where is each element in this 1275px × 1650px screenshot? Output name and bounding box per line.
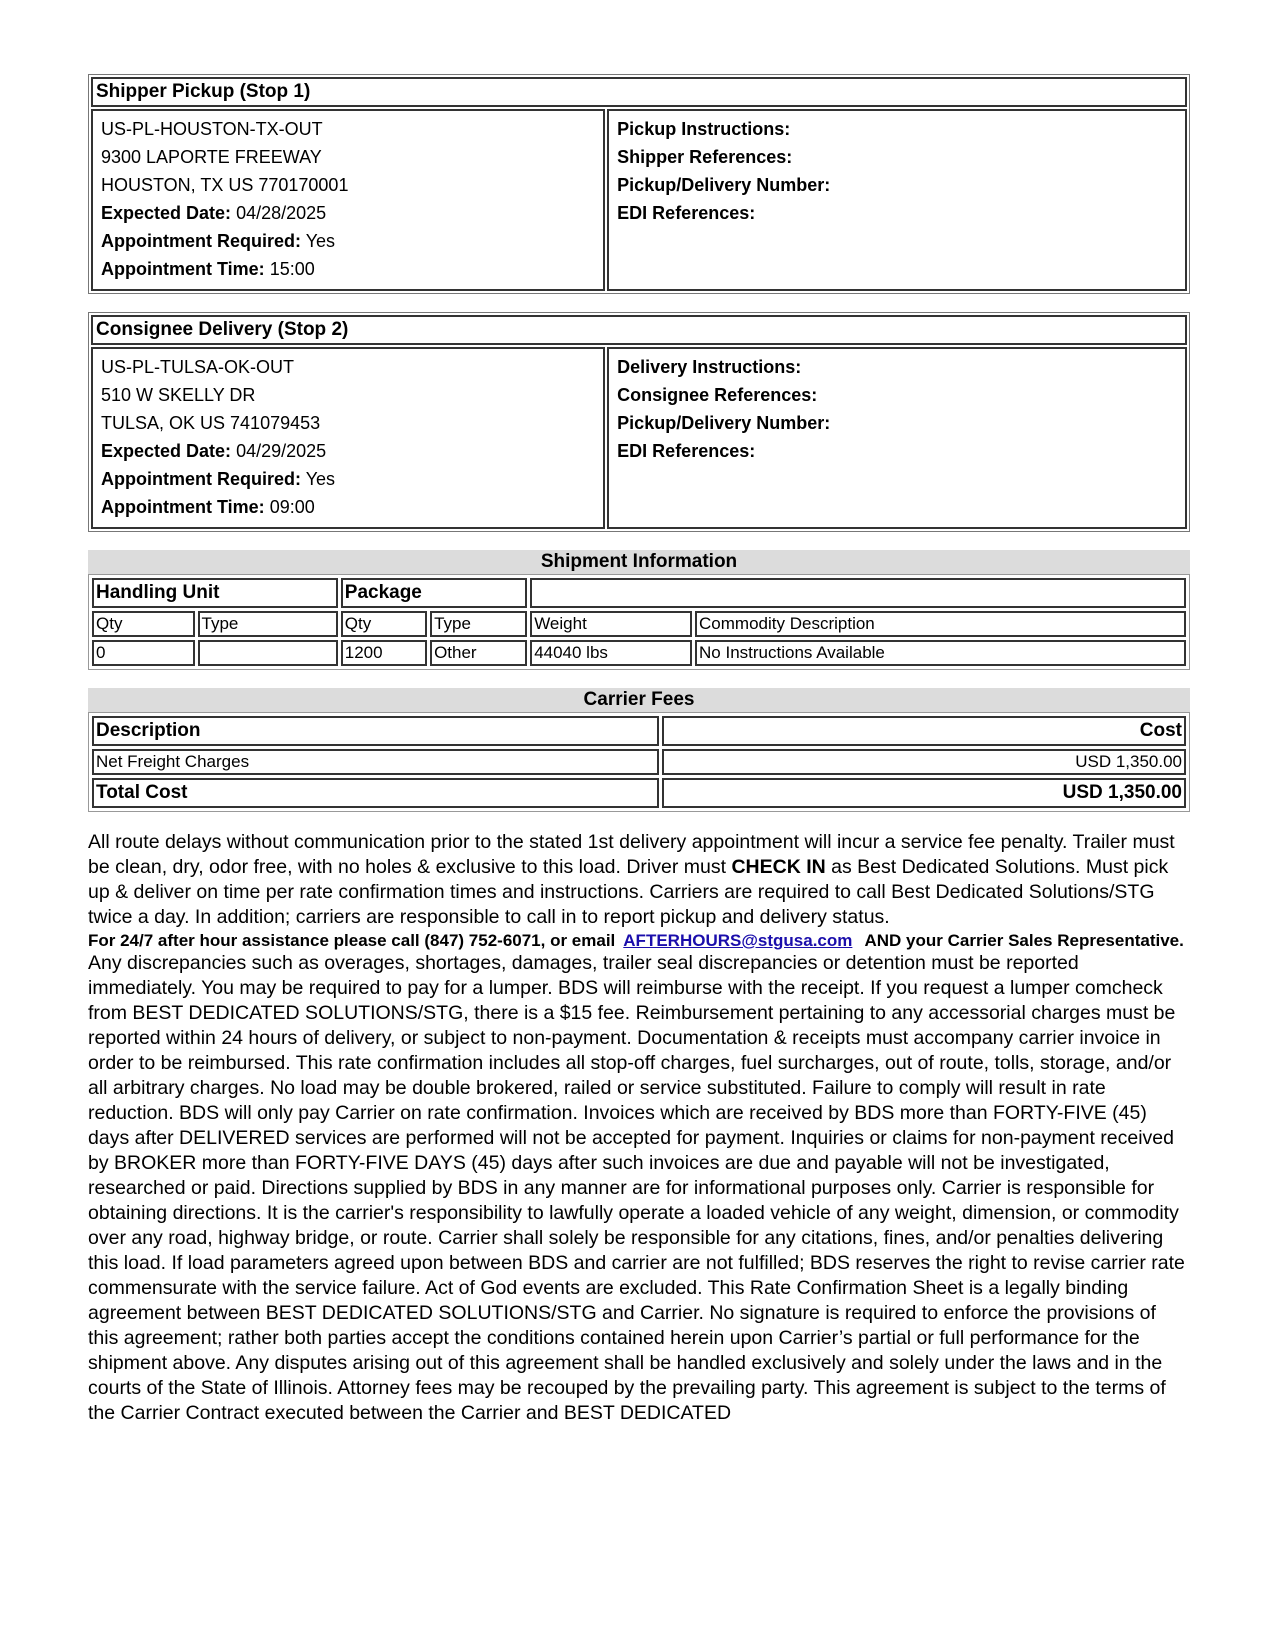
stop2-address-line: US-PL-TULSA-OK-OUT: [101, 357, 295, 377]
consignee-delivery-table: [88, 312, 1190, 532]
table-cell: 1200: [341, 640, 427, 666]
after-hours-assistance: For 24/7 after hour assistance please call (847) 752-6071, or email AFTERHOURS@stgusa.com AND your Carrier Sales Representative.: [88, 931, 1184, 950]
stop2-instructions-cell: [607, 347, 1187, 529]
description-header: Description: [92, 716, 659, 746]
shipper-pickup-table: [88, 74, 1190, 294]
column-header: Qty: [341, 611, 427, 637]
terms-section: [88, 830, 1190, 1426]
stop2-right-label: Delivery Instructions:: [617, 357, 802, 377]
afterhours-email-link[interactable]: AFTERHOURS@stgusa.com: [623, 931, 853, 950]
table-row: [92, 749, 1186, 775]
table-cell: 0: [92, 640, 195, 666]
table-cell: No Instructions Available: [695, 640, 1186, 666]
stop1-right-label: Pickup Instructions:: [617, 119, 791, 139]
stop1-address-cell: [91, 109, 605, 291]
stop1-instructions-cell: [607, 109, 1187, 291]
stop1-address-line: US-PL-HOUSTON-TX-OUT: [101, 119, 323, 139]
stop2-appt-time: Appointment Time: 09:00: [101, 497, 315, 517]
table-cell: 44040 lbs: [530, 640, 692, 666]
carrier-fees-table: [88, 712, 1190, 812]
table-row: [92, 640, 1186, 666]
stop2-address-line: 510 W SKELLY DR: [101, 385, 256, 405]
fee-description: Net Freight Charges: [92, 749, 659, 775]
rate-confirmation-page: [88, 74, 1190, 1426]
shipment-information-title: Shipment Information: [88, 550, 1190, 574]
terms-paragraph-1: All route delays without communication prior to the stated 1st delivery appointment will incur a service fee penalty. Trailer must be clean, dry, odor free, with no holes & exclusive to this load. Driver must CHECK IN as Best Dedicated Solutions. Must pick up & deliver on time per rate confirmation times and instructions. Carriers are required to call Best Dedicated Solutions/STG twice a day. In addition; carriers are responsible to call in to report pickup and delivery status.: [88, 831, 1175, 928]
stop2-address-cell: [91, 347, 605, 529]
stop2-right-label: EDI References:: [617, 441, 756, 461]
stop1-right-label: Pickup/Delivery Number:: [617, 175, 831, 195]
stop1-address-line: 9300 LAPORTE FREEWAY: [101, 147, 322, 167]
check-in-emphasis: CHECK IN: [731, 856, 826, 878]
stop2-appt-required: Appointment Required: Yes: [101, 469, 336, 489]
total-cost-label: Total Cost: [92, 778, 659, 808]
stop1-address-line: HOUSTON, TX US 770170001: [101, 175, 349, 195]
handling-unit-header: Handling Unit: [92, 578, 338, 608]
cost-header: Cost: [662, 716, 1186, 746]
carrier-fees-title: Carrier Fees: [88, 688, 1190, 712]
stop2-right-label: Pickup/Delivery Number:: [617, 413, 831, 433]
stop2-right-label: Consignee References:: [617, 385, 818, 405]
stop2-address-line: TULSA, OK US 741079453: [101, 413, 321, 433]
column-header: Commodity Description: [695, 611, 1186, 637]
carrier-fees-section: [88, 688, 1190, 812]
blank-header: [530, 578, 1186, 608]
total-cost-value: USD 1,350.00: [662, 778, 1186, 808]
package-header: Package: [341, 578, 527, 608]
stop1-appt-required: Appointment Required: Yes: [101, 231, 336, 251]
shipment-table: [88, 574, 1190, 670]
stop1-expected-date: Expected Date: 04/28/2025: [101, 203, 327, 223]
stop1-right-label: Shipper References:: [617, 147, 793, 167]
shipment-information-section: [88, 550, 1190, 670]
stop2-title: Consignee Delivery (Stop 2): [91, 315, 1187, 345]
column-header: Type: [430, 611, 527, 637]
stop2-expected-date: Expected Date: 04/29/2025: [101, 441, 327, 461]
fee-cost: USD 1,350.00: [662, 749, 1186, 775]
stop1-title: Shipper Pickup (Stop 1): [91, 77, 1187, 107]
table-cell: [198, 640, 338, 666]
stop1-appt-time: Appointment Time: 15:00: [101, 259, 315, 279]
column-header: Type: [198, 611, 338, 637]
column-header: Weight: [530, 611, 692, 637]
terms-paragraph-2: Any discrepancies such as overages, shortages, damages, trailer seal discrepancies or detention must be reported immediately. You may be required to pay for a lumper. BDS will reimburse with the receipt. If you request a lumper comcheck from BEST DEDICATED SOLUTIONS/STG, there is a $15 fee. Reimbursement pertaining to any accessorial charges must be reported within 24 hours of delivery, or subject to non-payment. Documentation & receipts must accompany carrier invoice in order to be reimbursed. This rate confirmation includes all stop-off charges, fuel surcharges, out of route, tolls, storage, and/or all arbitrary charges. No load may be double brokered, railed or service substituted. Failure to comply will result in rate reduction. BDS will only pay Carrier on rate confirmation. Invoices which are received by BDS more than FORTY-FIVE (45) days after DELIVERED services are performed will not be accepted for payment. Inquiries or claims for non-payment received by BROKER more than FORTY-FIVE DAYS (45) days after such invoices are due and payable will not be investigated, researched or paid. Directions supplied by BDS in any manner are for informational purposes only. Carrier is responsible for obtaining directions. It is the carrier's responsibility to lawfully operate a loaded vehicle of any weight, dimension, or commodity over any road, highway bridge, or route. Carrier shall solely be responsible for any citations, fines, and/or penalties delivering this load. If load parameters agreed upon between BDS and carrier are not fulfilled; BDS reserves the right to revise carrier rate commensurate with the service failure. Act of God events are excluded. This Rate Confirmation Sheet is a legally binding agreement between BEST DEDICATED SOLUTIONS/STG and Carrier. No signature is required to enforce the provisions of this agreement; rather both parties accept the conditions contained herein upon Carrier’s partial or full performance for the shipment above. Any disputes arising out of this agreement shall be handled exclusively and solely under the laws and in the courts of the State of Illinois. Attorney fees may be recouped by the prevailing party. This agreement is subject to the terms of the Carrier Contract executed between the Carrier and BEST DEDICATED: [88, 952, 1185, 1424]
stop1-right-label: EDI References:: [617, 203, 756, 223]
column-header: Qty: [92, 611, 195, 637]
total-row: [92, 778, 1186, 808]
table-cell: Other: [430, 640, 527, 666]
